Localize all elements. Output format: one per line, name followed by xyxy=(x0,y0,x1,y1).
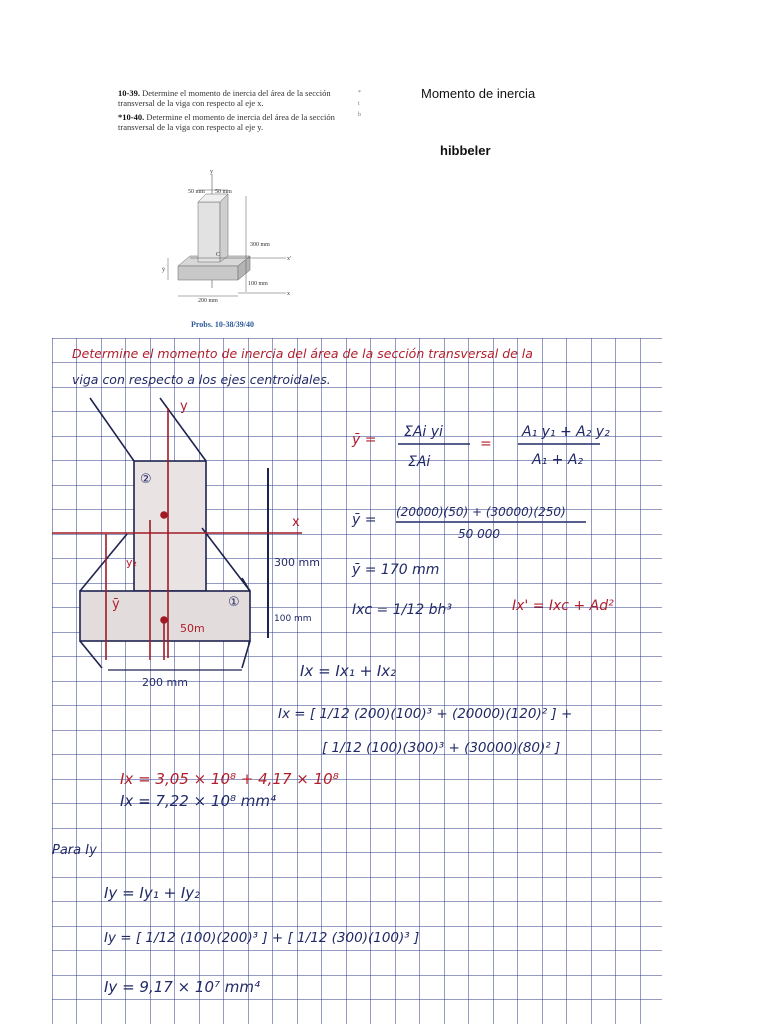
eq1-rhs-denominator: A₁ + A₂ xyxy=(532,452,584,468)
x-axis-label: x xyxy=(287,291,290,297)
y-axis-label: y xyxy=(210,169,213,175)
centroid-c-label: C xyxy=(216,252,221,258)
problem-10-39 xyxy=(118,88,363,108)
eq4-parallel-axis: Ix' = Ixc + Ad² xyxy=(512,598,614,614)
sketch-dim-200-label: 200 mm xyxy=(142,676,188,689)
eq6-line-1: Ix = [ 1/12 (200)(100)³ + (20000)(120)² ] + xyxy=(278,706,573,722)
eq8: Ix = 7,22 × 10⁸ mm⁴ xyxy=(120,792,277,810)
eq11: Iy = 9,17 × 10⁷ mm⁴ xyxy=(104,978,261,996)
eq5: Ix = Ix₁ + Ix₂ xyxy=(300,662,397,680)
dim-200-label: 200 mm xyxy=(198,298,218,304)
eq2-lhs: ȳ = xyxy=(352,512,377,528)
eq1-equals: = xyxy=(480,436,492,452)
heading-line-1: Determine el momento de inercia del área de la sección transversal de la xyxy=(72,346,533,361)
centroid-1-dot xyxy=(161,617,167,623)
textbook-figure xyxy=(150,168,310,318)
sketch-part-1: ① xyxy=(228,595,240,610)
para-iy-heading: Para Iy xyxy=(52,843,97,858)
eq10: Iy = [ 1/12 (100)(200)³ ] + [ 1/12 (300)(100)³ ] xyxy=(104,930,420,946)
problem-10-40 xyxy=(118,112,363,132)
eq4-ixc: Ixc = 1/12 bh³ xyxy=(352,602,453,618)
document-title: Momento de inercia xyxy=(421,86,536,101)
sketch-part-2: ② xyxy=(140,472,152,487)
heading-line-2: viga con respecto a los ejes centroidales. xyxy=(72,372,331,387)
sketch-y-label: y xyxy=(180,399,188,414)
side-mark: b xyxy=(358,112,361,118)
eq2-denominator: 50 000 xyxy=(458,527,500,541)
problem-statement xyxy=(118,88,363,136)
sketch-y2-label: y₂ xyxy=(126,556,137,569)
problem-text: Determine el momento de inercia del área de la sección transversal de la viga con respecto al eje y. xyxy=(118,112,335,132)
eq7: Ix = 3,05 × 10⁸ + 4,17 × 10⁸ xyxy=(120,770,339,788)
eq1-numerator: ΣAi yi xyxy=(404,424,443,440)
figure-caption: Probs. 10-38/39/40 xyxy=(191,320,254,329)
sketch-x-label: x xyxy=(292,515,300,530)
centroid-2-dot xyxy=(161,512,167,518)
sketch-ybar-label: ȳ xyxy=(112,597,120,612)
dim-50-right: 50 mm xyxy=(215,189,232,195)
eq2-numerator: (20000)(50) + (30000)(250) xyxy=(396,505,566,519)
dim-100-label: 100 mm xyxy=(248,281,268,287)
problem-text: Determine el momento de inercia del área de la sección transversal de la viga con respecto al eje x. xyxy=(118,88,331,108)
side-mark: t xyxy=(358,101,360,107)
problem-number: *10-40. xyxy=(118,112,145,122)
dim-300-label: 300 mm xyxy=(250,242,270,248)
eq3: ȳ = 170 mm xyxy=(352,562,440,578)
x-prime-label: x' xyxy=(287,256,292,262)
side-mark: * xyxy=(358,90,361,96)
document-subtitle: hibbeler xyxy=(440,143,491,158)
sketch-dim-100-label: 100 mm xyxy=(274,614,312,624)
dim-50-left: 50 mm xyxy=(188,189,205,195)
flange-front xyxy=(178,266,238,280)
web-side xyxy=(220,194,228,262)
eq1-lhs: ȳ = xyxy=(352,432,377,448)
graph-paper xyxy=(52,338,662,1024)
ybar-label: ȳ xyxy=(162,267,165,273)
handwritten-notes-page xyxy=(52,338,662,1024)
problem-number: 10-39. xyxy=(118,88,140,98)
eq1-denominator: ΣAi xyxy=(408,454,431,470)
cropped-side-text xyxy=(358,88,361,121)
sketch-50-label: 50m xyxy=(180,622,205,635)
sketch-dim-300-label: 300 mm xyxy=(274,556,320,569)
eq1-rhs-numerator: A₁ y₁ + A₂ y₂ xyxy=(522,424,610,440)
eq6-line-2: [ 1/12 (100)(300)³ + (30000)(80)² ] xyxy=(322,740,561,756)
eq9: Iy = Iy₁ + Iy₂ xyxy=(104,884,201,902)
